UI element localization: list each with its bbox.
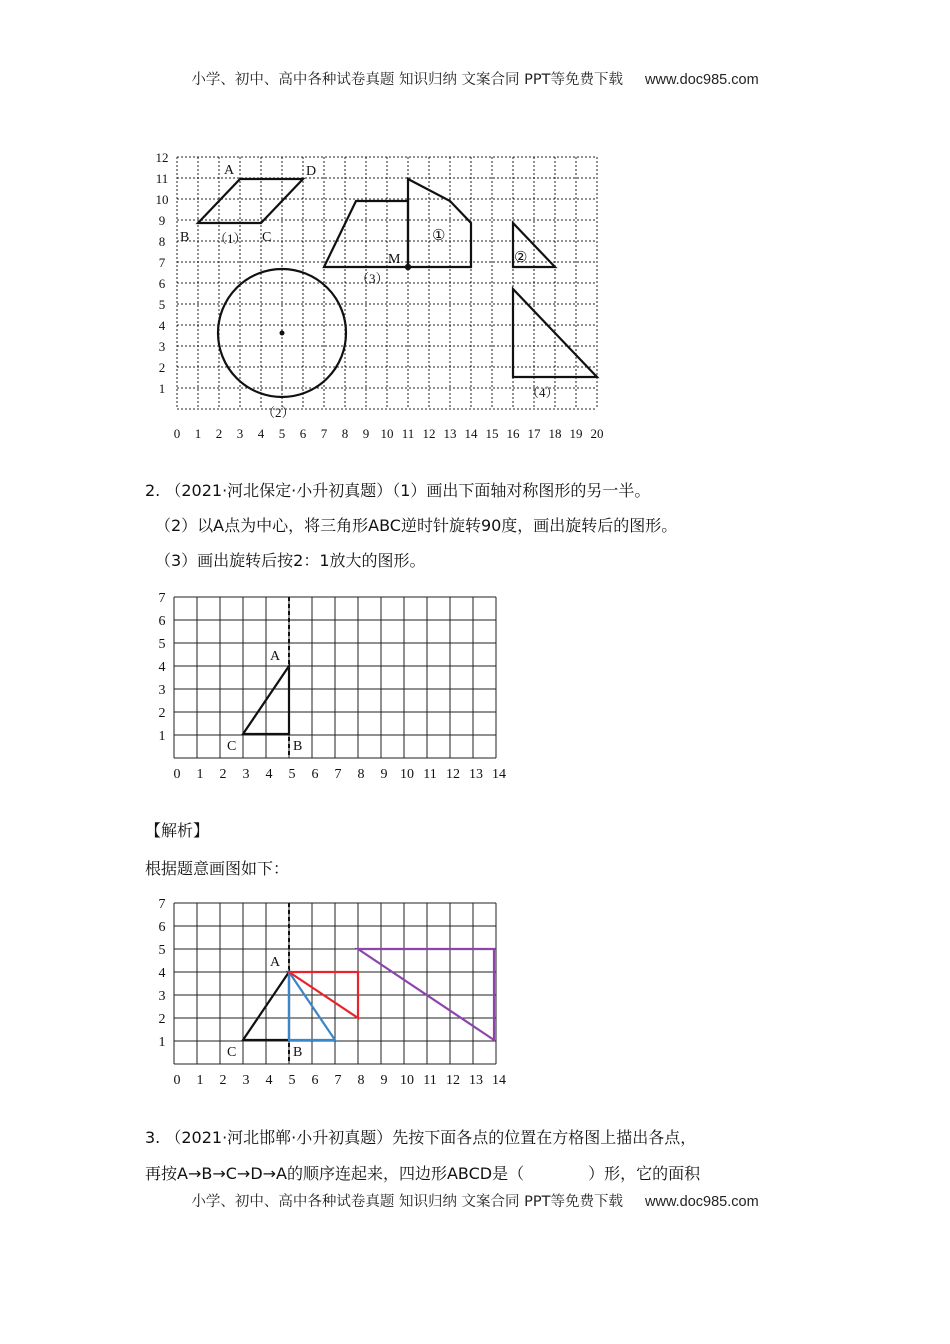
x-tick-label: 9 xyxy=(380,1073,388,1088)
x-tick-label: 13 xyxy=(469,767,483,782)
x-tick-label: 19 xyxy=(569,426,583,441)
label-shape2: （2） xyxy=(262,405,295,420)
x-tick-label: 7 xyxy=(320,426,328,441)
x-tick-label: 16 xyxy=(506,426,520,441)
figure2-y-axis-labels xyxy=(159,591,166,744)
point-m-dot xyxy=(405,264,411,270)
y-tick-label: 9 xyxy=(158,213,166,228)
footer-text: 小学、初中、高中各种试卷真题 知识归纳 文案合同 PPT等免费下载 xyxy=(191,1194,624,1210)
x-tick-label: 8 xyxy=(357,767,365,782)
label-a: A xyxy=(224,163,235,178)
x-tick-label: 1 xyxy=(196,1073,204,1088)
x-tick-label: 14 xyxy=(492,767,506,782)
label-b: B xyxy=(293,739,303,754)
x-tick-label: 9 xyxy=(380,767,388,782)
x-tick-label: 5 xyxy=(288,1073,296,1088)
analysis-heading: 【解析】 xyxy=(145,821,210,840)
x-tick-label: 12 xyxy=(446,1073,460,1088)
x-tick-label: 14 xyxy=(492,1073,506,1088)
analysis-text: 根据题意画图如下： xyxy=(145,859,290,878)
figure1-shapes xyxy=(198,179,597,397)
y-tick-label: 5 xyxy=(158,297,166,312)
x-tick-label: 10 xyxy=(380,426,394,441)
x-tick-label: 10 xyxy=(400,767,414,782)
label-shape1: （1） xyxy=(214,231,247,246)
y-tick-label: 1 xyxy=(158,729,166,744)
x-tick-label: 7 xyxy=(334,767,342,782)
y-tick-label: 3 xyxy=(158,339,166,354)
x-tick-label: 1 xyxy=(196,767,204,782)
label-m: M xyxy=(388,252,401,267)
question3-line1: 3. （2021·河北邯郸·小升初真题）先按下面各点的位置在方格图上描出各点， xyxy=(145,1128,697,1147)
parallelogram-shape1 xyxy=(198,179,303,223)
y-tick-label: 4 xyxy=(158,966,166,981)
y-tick-label: 3 xyxy=(158,683,166,698)
y-tick-label: 2 xyxy=(158,1012,166,1027)
y-tick-label: 7 xyxy=(158,255,166,270)
x-tick-label: 1 xyxy=(194,426,202,441)
figure3-x-axis-labels xyxy=(174,1073,507,1088)
question2-line3: （3）画出旋转后按2：1放大的图形。 xyxy=(155,551,426,570)
x-tick-label: 0 xyxy=(173,426,181,441)
y-tick-label: 2 xyxy=(158,360,166,375)
x-tick-label: 5 xyxy=(288,767,296,782)
figure3-y-axis-labels xyxy=(159,897,166,1050)
label-shape4: （4） xyxy=(526,385,559,400)
x-tick-label: 3 xyxy=(236,426,244,441)
header-site: www.doc985.com xyxy=(645,72,759,88)
y-tick-label: 5 xyxy=(158,943,166,958)
x-tick-label: 14 xyxy=(464,426,478,441)
x-tick-label: 7 xyxy=(334,1073,342,1088)
x-tick-label: 0 xyxy=(173,1073,181,1088)
label-c: C xyxy=(262,230,272,245)
x-tick-label: 13 xyxy=(443,426,457,441)
question2-title: 2. （2021·河北保定·小升初真题）（1）画出下面轴对称图形的另一半。 xyxy=(145,481,651,500)
y-tick-label: 4 xyxy=(158,318,166,333)
figure2-x-axis-labels xyxy=(174,767,507,782)
label-circled1: ① xyxy=(432,228,446,244)
x-tick-label: 3 xyxy=(242,767,250,782)
label-c: C xyxy=(227,1045,237,1060)
y-tick-label: 1 xyxy=(158,1035,166,1050)
y-tick-label: 2 xyxy=(158,706,166,721)
y-tick-label: 6 xyxy=(158,614,166,629)
x-tick-label: 6 xyxy=(299,426,307,441)
y-tick-label: 3 xyxy=(158,989,166,1004)
y-tick-label: 7 xyxy=(158,591,166,606)
y-tick-label: 4 xyxy=(158,660,166,675)
x-tick-label: 3 xyxy=(242,1073,250,1088)
y-tick-label: 10 xyxy=(155,192,169,207)
figure1-x-axis-labels xyxy=(174,426,604,441)
x-tick-label: 10 xyxy=(400,1073,414,1088)
label-b: B xyxy=(293,1045,303,1060)
x-tick-label: 6 xyxy=(311,1073,319,1088)
figure2-coordinate-grid xyxy=(150,588,520,788)
x-tick-label: 20 xyxy=(590,426,604,441)
x-tick-label: 12 xyxy=(422,426,436,441)
x-tick-label: 18 xyxy=(548,426,562,441)
figure1-y-axis-labels xyxy=(156,150,169,396)
x-tick-label: 2 xyxy=(219,1073,227,1088)
x-tick-label: 6 xyxy=(311,767,319,782)
x-tick-label: 11 xyxy=(423,1073,437,1088)
x-tick-label: 12 xyxy=(446,767,460,782)
y-tick-label: 6 xyxy=(158,920,166,935)
label-circled2: ② xyxy=(514,250,528,266)
circle-center-dot xyxy=(280,331,285,336)
y-tick-label: 5 xyxy=(158,637,166,652)
x-tick-label: 13 xyxy=(469,1073,483,1088)
x-tick-label: 11 xyxy=(401,426,415,441)
label-c: C xyxy=(227,739,237,754)
quadrilateral-shape-circled1 xyxy=(408,179,471,267)
x-tick-label: 5 xyxy=(278,426,286,441)
x-tick-label: 2 xyxy=(219,767,227,782)
figure3-coordinate-grid xyxy=(150,894,520,1094)
x-tick-label: 4 xyxy=(265,767,273,782)
label-shape3: （3） xyxy=(356,271,389,286)
x-tick-label: 0 xyxy=(173,767,181,782)
x-tick-label: 11 xyxy=(423,767,437,782)
y-tick-label: 6 xyxy=(158,276,166,291)
label-d: D xyxy=(306,164,317,179)
label-a: A xyxy=(270,955,281,970)
x-tick-label: 8 xyxy=(341,426,349,441)
x-tick-label: 4 xyxy=(265,1073,273,1088)
y-tick-label: 11 xyxy=(155,171,169,186)
page-header xyxy=(0,68,950,89)
label-b: B xyxy=(180,230,190,245)
x-tick-label: 4 xyxy=(257,426,265,441)
x-tick-label: 17 xyxy=(527,426,541,441)
figure2-gridlines xyxy=(174,597,496,758)
label-a: A xyxy=(270,649,281,664)
x-tick-label: 15 xyxy=(485,426,499,441)
figure1-coordinate-grid xyxy=(150,150,620,445)
x-tick-label: 8 xyxy=(357,1073,365,1088)
footer-site: www.doc985.com xyxy=(645,1194,759,1210)
x-tick-label: 2 xyxy=(215,426,223,441)
header-text: 小学、初中、高中各种试卷真题 知识归纳 文案合同 PPT等免费下载 xyxy=(191,72,624,88)
y-tick-label: 12 xyxy=(155,150,169,165)
y-tick-label: 7 xyxy=(158,897,166,912)
x-tick-label: 9 xyxy=(362,426,370,441)
y-tick-label: 1 xyxy=(158,381,166,396)
y-tick-label: 8 xyxy=(158,234,166,249)
question2-line2: （2）以A点为中心，将三角形ABC逆时针旋转90度，画出旋转后的图形。 xyxy=(155,516,678,535)
question3-line2: 再按A→B→C→D→A的顺序连起来，四边形ABCD是（ ）形，它的面积 xyxy=(145,1164,701,1183)
page-footer xyxy=(0,1190,950,1211)
